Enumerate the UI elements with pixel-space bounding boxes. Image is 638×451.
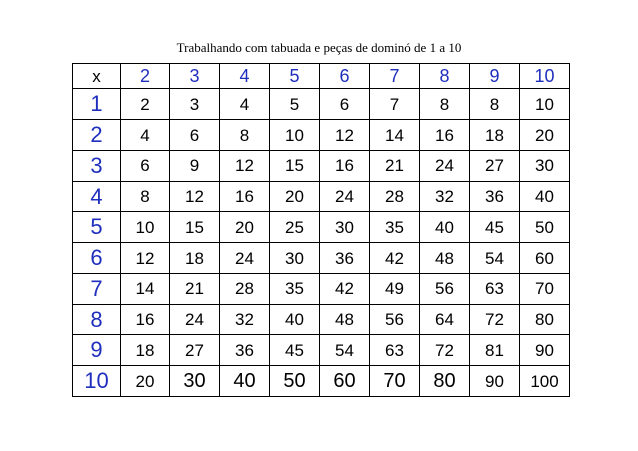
table-cell: 21 [370,150,420,181]
table-cell: 24 [220,243,270,274]
table-cell: 21 [170,273,220,304]
table-cell: 81 [470,335,520,366]
row-header: 9 [73,335,121,366]
column-header: 6 [320,64,370,89]
column-header: 5 [270,64,320,89]
table-cell: 35 [370,212,420,243]
table-cell: 3 [170,89,220,120]
table-cell: 12 [121,243,170,274]
row-header: 2 [73,120,121,151]
table-cell: 16 [320,150,370,181]
column-header: 7 [370,64,420,89]
table-cell: 35 [270,273,320,304]
table-cell: 42 [370,243,420,274]
table-cell: 60 [320,366,370,397]
table-row [73,181,570,212]
table-cell: 54 [320,335,370,366]
table-cell: 100 [520,366,570,397]
table-cell: 8 [121,181,170,212]
table-cell: 48 [320,304,370,335]
table-row [73,366,570,397]
table-cell: 20 [520,120,570,151]
table-cell: 50 [520,212,570,243]
table-cell: 40 [520,181,570,212]
row-header: 3 [73,150,121,181]
table-cell: 32 [220,304,270,335]
table-cell: 9 [170,150,220,181]
table-cell: 5 [270,89,320,120]
row-header: 4 [73,181,121,212]
table-cell: 28 [220,273,270,304]
row-header: 8 [73,304,121,335]
table-cell: 63 [470,273,520,304]
table-cell: 6 [320,89,370,120]
table-cell: 18 [470,120,520,151]
table-cell: 2 [121,89,170,120]
table-cell: 20 [121,366,170,397]
table-cell: 45 [470,212,520,243]
corner-cell: x [73,64,121,89]
row-header: 1 [73,89,121,120]
row-header: 6 [73,243,121,274]
table-header-row [73,64,570,89]
table-cell: 4 [121,120,170,151]
table-cell: 27 [170,335,220,366]
table-cell: 16 [420,120,470,151]
table-cell: 30 [170,366,220,397]
row-header: 7 [73,273,121,304]
table-row [73,273,570,304]
table-cell: 70 [520,273,570,304]
table-cell: 49 [370,273,420,304]
table-row [73,304,570,335]
table-cell: 6 [121,150,170,181]
page-title: Trabalhando com tabuada e peças de dominó de 1 a 10 [176,40,462,55]
table-cell: 56 [420,273,470,304]
table-row [73,212,570,243]
table-cell: 30 [520,150,570,181]
table-cell: 8 [470,89,520,120]
column-header: 9 [470,64,520,89]
table-cell: 64 [420,304,470,335]
table-cell: 14 [121,273,170,304]
table-cell: 28 [370,181,420,212]
table-cell: 8 [220,120,270,151]
table-cell: 56 [370,304,420,335]
table-cell: 16 [121,304,170,335]
table-cell: 48 [420,243,470,274]
table-cell: 42 [320,273,370,304]
table-cell: 36 [470,181,520,212]
table-cell: 15 [270,150,320,181]
table-cell: 8 [420,89,470,120]
table-cell: 63 [370,335,420,366]
column-header: 10 [520,64,570,89]
table-cell: 24 [170,304,220,335]
table-cell: 72 [470,304,520,335]
column-header: 4 [220,64,270,89]
table-row [73,89,570,120]
row-header: 5 [73,212,121,243]
table-cell: 10 [520,89,570,120]
table-cell: 10 [121,212,170,243]
table-cell: 25 [270,212,320,243]
table-cell: 7 [370,89,420,120]
table-cell: 40 [270,304,320,335]
table-cell: 10 [270,120,320,151]
table-cell: 60 [520,243,570,274]
table-row [73,120,570,151]
table-cell: 12 [170,181,220,212]
column-header: 8 [420,64,470,89]
table-cell: 32 [420,181,470,212]
table-cell: 36 [220,335,270,366]
table-cell: 54 [470,243,520,274]
table-cell: 80 [520,304,570,335]
table-cell: 4 [220,89,270,120]
table-cell: 72 [420,335,470,366]
table-cell: 30 [320,212,370,243]
column-header: 3 [170,64,220,89]
table-cell: 15 [170,212,220,243]
table-cell: 18 [121,335,170,366]
table-cell: 6 [170,120,220,151]
table-row [73,243,570,274]
table-cell: 30 [270,243,320,274]
table-cell: 40 [420,212,470,243]
table-cell: 70 [370,366,420,397]
table-cell: 27 [470,150,520,181]
table-cell: 12 [320,120,370,151]
table-cell: 40 [220,366,270,397]
table-row [73,150,570,181]
table-cell: 36 [320,243,370,274]
table-cell: 12 [220,150,270,181]
table-cell: 24 [420,150,470,181]
table-cell: 20 [220,212,270,243]
table-cell: 14 [370,120,420,151]
table-cell: 45 [270,335,320,366]
column-header: 2 [121,64,170,89]
table-cell: 50 [270,366,320,397]
row-header: 10 [73,366,121,397]
table-cell: 80 [420,366,470,397]
table-cell: 16 [220,181,270,212]
multiplication-table [72,63,570,397]
table-cell: 24 [320,181,370,212]
table-cell: 90 [470,366,520,397]
table-row [73,335,570,366]
table-cell: 18 [170,243,220,274]
table-cell: 20 [270,181,320,212]
table-cell: 90 [520,335,570,366]
